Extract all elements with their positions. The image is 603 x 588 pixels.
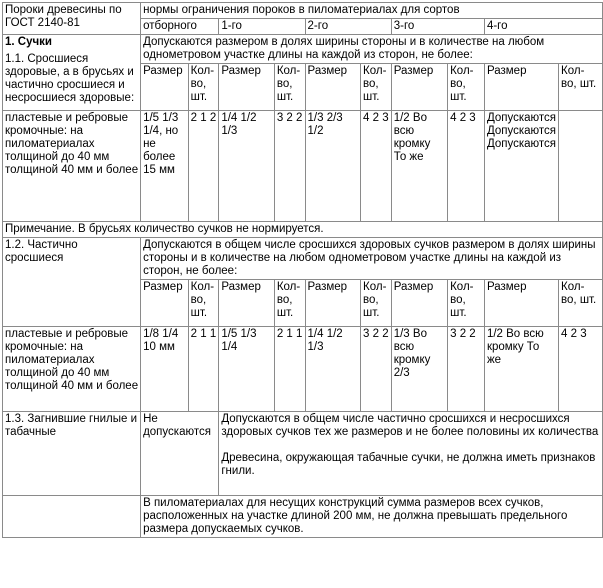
subheader-size: Размер [219,280,275,327]
section-1-3-text: Допускаются в общем числе частично сросшихся и несросшихся здоровых сучков тех же размеров и не более половины их количества [221,413,599,438]
defect-norms-table [2,2,603,538]
section-1-1-row-label: пластевые и ребровые кромочные: на пиломатериалах толщиной до 40 мм толщиной 40 мм и более [3,111,141,222]
subheader-count: Кол- во, шт. [361,280,392,327]
s1-select-count: 2 1 2 [188,111,219,222]
remark-row: Примечание. В брусьях количество сучков не нормируется. [3,222,603,238]
s2-grade1-size: 1/5 1/3 1/4 [219,327,275,412]
subheader-size: Размер [219,64,275,111]
section-1-2-label: 1.2. Частично сросшиеся [3,238,141,327]
s2-grade4-count: 4 2 3 [559,327,603,412]
grade-2: 2-го [305,19,391,35]
section-1-2-row-label: пластевые и ребровые кромочные: на пиломатериалах толщиной до 40 мм толщиной 40 мм и более [3,327,141,412]
s1-grade4-count [559,111,603,222]
grade-select: отборного [141,19,219,35]
subheader-count: Кол- во, шт. [448,280,485,327]
subheader-count: Кол- во, шт. [274,64,305,111]
section-1-3-select: Не допускаются [141,412,219,496]
subheader-size: Размер [305,64,361,111]
norms-table-frame [2,2,603,538]
s1-grade1-size: 1/4 1/2 1/3 [219,111,275,222]
section-1-3-label: 1.3. Загнившие гнилые и табачные [3,412,141,496]
subheader-count: Кол- во, шт. [274,280,305,327]
s1-select-size: 1/5 1/3 1/4, но не более 15 мм [141,111,189,222]
subheader-count: Кол- во, шт. [361,64,392,111]
s1-grade3-count: 4 2 3 [448,111,485,222]
s1-grade1-count: 3 2 2 [274,111,305,222]
s2-grade3-count: 3 2 2 [448,327,485,412]
s2-grade2-size: 1/4 1/2 1/3 [305,327,361,412]
s2-grade1-count: 2 1 1 [274,327,305,412]
footer-note: В пиломатериалах для несущих конструкций сумма размеров всех сучков, расположенных на участке длиной 200 мм, не должна превышать предельного размера допускаемых сучков. [141,496,603,538]
subheader-size: Размер [484,280,558,327]
footer-empty-cell [3,496,141,538]
section-1-3-text2: Древесина, окружающая табачные сучки, не должна иметь признаков гнили. [221,452,596,477]
header-defects-label: Пороки древесины по ГОСТ 2140-81 [3,3,141,35]
subheader-size: Размер [391,64,447,111]
subheader-size: Размер [484,64,558,111]
grade-1: 1-го [219,19,305,35]
subheader-count: Кол- во, шт. [188,280,219,327]
subheader-size: Размер [141,280,189,327]
subheader-count: Кол- во, шт. [559,280,603,327]
grade-3: 3-го [391,19,484,35]
subheader-count: Кол- во, шт. [559,64,603,111]
section-1-3-text-cell [219,412,603,496]
s2-select-size: 1/8 1/4 10 мм [141,327,189,412]
subheader-size: Размер [391,280,447,327]
subheader-size: Размер [305,280,361,327]
s1-grade4-size: Допускаются Допускаются Допускаются [484,111,558,222]
subheader-count: Кол- во, шт. [448,64,485,111]
header-norms-title: нормы ограничения пороков в пиломатериалах для сортов [141,3,603,19]
s2-grade4-size: 1/2 Во всю кромку То же [484,327,558,412]
section-1-2-note: Допускаются в общем числе сросшихся здоровых сучков размером в долях ширины стороны и в количестве на любом однометровом участке длины на каждой из сторон, не более: [141,238,603,280]
section-1-1-note: Допускаются размером в долях ширины стороны и в количестве на любом однометровом участке длины на каждой из сторон, не более: [141,35,603,64]
s1-grade2-size: 1/3 2/3 1/2 [305,111,361,222]
s1-grade3-size: 1/2 Во всю кромку То же [391,111,447,222]
subheader-size: Размер [141,64,189,111]
s1-grade2-count: 4 2 3 [361,111,392,222]
section-1-1-label: 1.1. Сросшиеся здоровые, а в брусьях и частично сросшиеся и несросшиеся здоровые: [5,53,135,104]
section-1-1-label-cell [3,35,141,111]
knots-section-title: 1. Сучки [5,36,52,48]
subheader-count: Кол- во, шт. [188,64,219,111]
s2-grade2-count: 3 2 2 [361,327,392,412]
s2-grade3-size: 1/3 Во всю кромку 2/3 [391,327,447,412]
grade-4: 4-го [484,19,602,35]
s2-select-count: 2 1 1 [188,327,219,412]
